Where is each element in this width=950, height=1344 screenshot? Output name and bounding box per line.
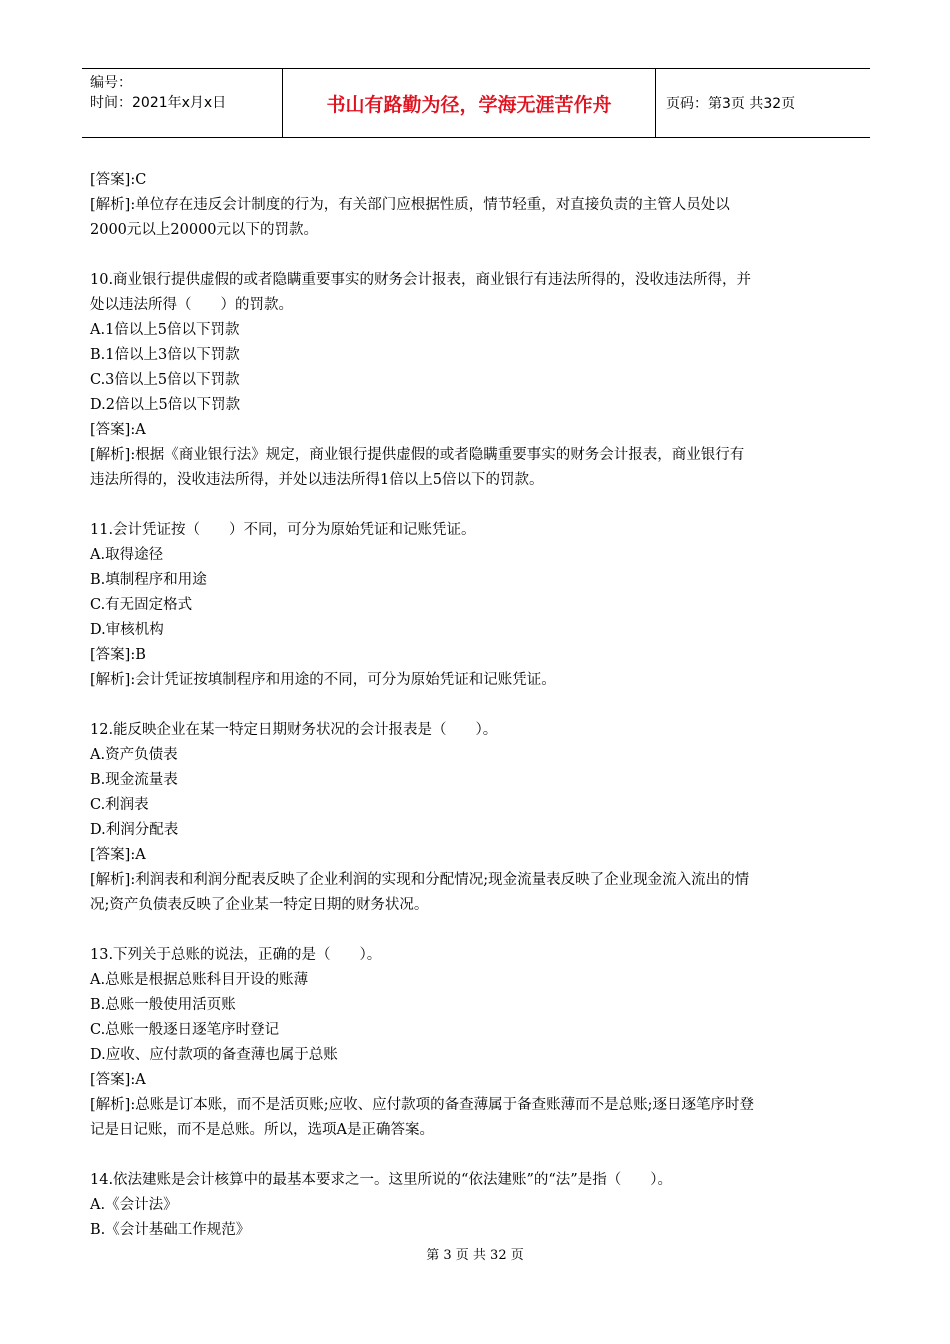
text-line: 记是日记账，而不是总账。所以，选项A是正确答案。 (90, 1122, 434, 1138)
text-line: B.现金流量表 (90, 772, 178, 788)
number-label: 编号： (90, 75, 132, 91)
text-line: [答案]:B (90, 647, 146, 663)
text-line: [解析]:会计凭证按填制程序和用途的不同，可分为原始凭证和记账凭证。 (90, 672, 556, 688)
text-line: [答案]:A (90, 1072, 146, 1088)
text-line: C.有无固定格式 (90, 597, 193, 613)
text-line: D.利润分配表 (90, 822, 179, 838)
text-line: [答案]:A (90, 847, 146, 863)
text-line: A.资产负债表 (90, 747, 178, 763)
text-line: B.填制程序和用途 (90, 572, 207, 588)
text-line: 12.能反映企业在某一特定日期财务状况的会计报表是（ ）。 (90, 722, 498, 738)
text-line: D.审核机构 (90, 622, 164, 638)
text-line: [解析]:利润表和利润分配表反映了企业利润的实现和分配情况;现金流量表反映了企业现金流入流出的情 (90, 872, 750, 888)
text-line: [答案]:A (90, 422, 146, 438)
text-line: 处以违法所得（ ）的罚款。 (90, 297, 293, 313)
document-header (82, 68, 870, 138)
text-line: D.2倍以上5倍以下罚款 (90, 397, 241, 413)
text-line: 况;资产负债表反映了企业某一特定日期的财务状况。 (90, 897, 429, 913)
document-body (90, 168, 865, 1243)
text-line: 违法所得的，没收违法所得，并处以违法所得1倍以上5倍以下的罚款。 (90, 472, 544, 488)
text-line: A.取得途径 (90, 547, 164, 563)
text-line: B.1倍以上3倍以下罚款 (90, 347, 240, 363)
paragraph-gap (90, 493, 865, 518)
text-line: C.总账一般逐日逐笔序时登记 (90, 1022, 280, 1038)
text-line: C.3倍以上5倍以下罚款 (90, 372, 240, 388)
text-line: 14.依法建账是会计核算中的最基本要求之一。这里所说的“依法建账”的“法”是指（ ）。 (90, 1172, 672, 1188)
text-line: [答案]:C (90, 172, 147, 188)
text-line: A.总账是根据总账科目开设的账薄 (90, 972, 309, 988)
text-line: [解析]:根据《商业银行法》规定，商业银行提供虚假的或者隐瞒重要事实的财务会计报表，商业银行有 (90, 447, 745, 463)
text-line: B.总账一般使用活页账 (90, 997, 236, 1013)
text-line: 13.下列关于总账的说法，正确的是（ ）。 (90, 947, 382, 963)
paragraph-gap (90, 918, 865, 943)
text-line: C.利润表 (90, 797, 149, 813)
text-line: D.应收、应付款项的备查薄也属于总账 (90, 1047, 338, 1063)
header-meta (82, 69, 282, 137)
header-page-label: 页码：第3页 共32页 (666, 96, 796, 112)
text-line: 10.商业银行提供虚假的或者隐瞒重要事实的财务会计报表，商业银行有违法所得的，没收违法所得，并 (90, 272, 752, 288)
text-line: B.《会计基础工作规范》 (90, 1222, 251, 1238)
text-line: A.《会计法》 (90, 1197, 178, 1213)
text-line: [解析]:单位存在违反会计制度的行为，有关部门应根据性质，情节轻重，对直接负责的主管人员处以 (90, 197, 730, 213)
paragraph-gap (90, 693, 865, 718)
text-line: 2000元以上20000元以下的罚款。 (90, 222, 319, 238)
text-line: 11.会计凭证按（ ）不同，可分为原始凭证和记账凭证。 (90, 522, 476, 538)
text-line: [解析]:总账是订本账，而不是活页账;应收、应付款项的备查薄属于备查账薄而不是总账;逐日逐笔序时登 (90, 1097, 754, 1113)
paragraph-gap (90, 1143, 865, 1168)
paragraph-gap (90, 243, 865, 268)
text-line: A.1倍以上5倍以下罚款 (90, 322, 240, 338)
page-footer: 第 3 页 共 32 页 (426, 1248, 524, 1263)
date-label: 时间：2021年x月x日 (90, 95, 227, 111)
header-motto: 书山有路勤为径，学海无涯苦作舟 (282, 69, 656, 137)
